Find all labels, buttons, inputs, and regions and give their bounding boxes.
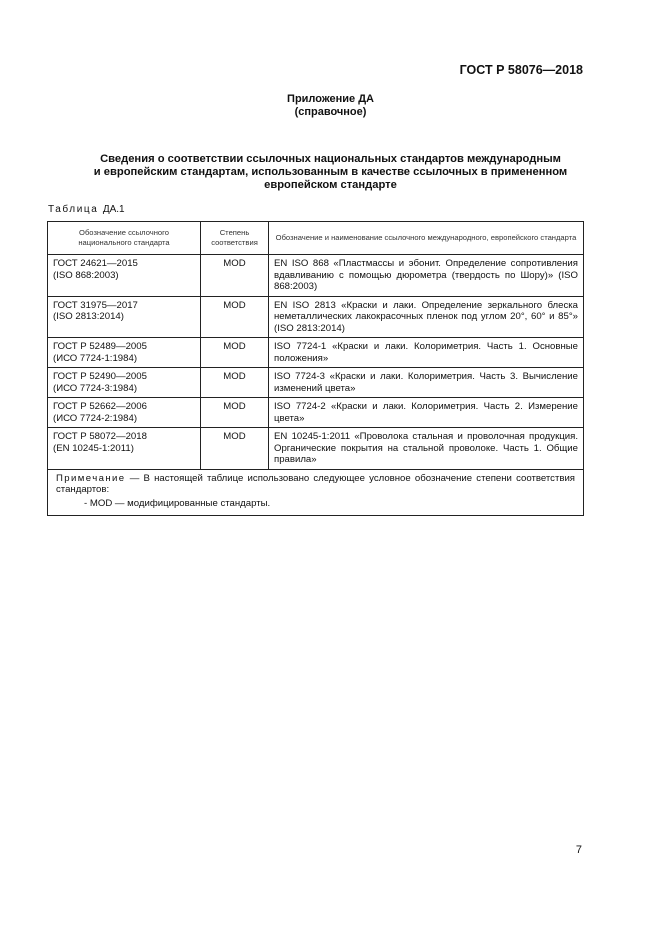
degree-cell: MOD [201, 296, 269, 338]
table-row [48, 428, 584, 470]
table-note [48, 469, 584, 516]
table-row [48, 338, 584, 368]
degree-cell: MOD [201, 338, 269, 368]
national-standard: ГОСТ Р 52662—2006 [53, 401, 147, 412]
heading-line: Сведения о соответствии ссылочных национальных стандартов международным [100, 153, 561, 165]
correspondence-table [47, 221, 584, 516]
national-standard: ГОСТ 31975—2017 [53, 299, 138, 311]
note-label: Примечание [56, 472, 126, 484]
table-row [48, 368, 584, 398]
degree-cell: MOD [201, 368, 269, 398]
international-standard-cell: EN ISO 2813 «Краски и лаки. Определение зеркального блеска неметаллических лакокрасочных пленок под углом 20°, 60° и 85°» (ISO 2813:2014) [269, 296, 584, 338]
international-standard-cell: EN 10245-1:2011 «Проволока стальная и проволочная продукция. Органические покрытия на стальной проволоке. Часть 1. Общие правила» [269, 428, 584, 470]
national-standard-ref: (EN 10245-1:2011) [53, 442, 134, 454]
table-caption-number: ДА.1 [102, 204, 125, 215]
national-standard-ref: (ИСО 7724-3:1984) [53, 382, 138, 394]
note-text: — В настоящей таблице использовано следующее условное обозначение степени соответствия стандартов: [56, 472, 575, 495]
national-standard-cell [48, 255, 201, 297]
table-note-row [48, 469, 584, 516]
international-standard-cell: ISO 7724-3 «Краски и лаки. Колориметрия. Часть 3. Вычисление изменений цвета» [269, 368, 584, 398]
national-standard-ref: (ИСО 7724-1:1984) [53, 352, 138, 364]
table-row [48, 255, 584, 297]
note-item: - MOD — модифицированные стандарты. [84, 497, 271, 509]
national-standard-cell [48, 338, 201, 368]
heading-line: и европейским стандартам, использованным в качестве ссылочных в примененном [93, 166, 568, 178]
international-standard-cell: ISO 7724-1 «Краски и лаки. Колориметрия. Часть 1. Основные положения» [269, 338, 584, 368]
national-standard-cell [48, 428, 201, 470]
table-row [48, 398, 584, 428]
heading-line: европейском стандарте [264, 179, 397, 191]
international-standard-cell: EN ISO 868 «Пластмассы и эбонит. Определение сопротивления вдавливанию с помощью дюрометра (твердость по Шору)» (ISO 868:2003) [269, 255, 584, 297]
column-header-degree: Степень соответствия [201, 222, 269, 255]
column-header-international: Обозначение и наименование ссылочного международного, европейского стандарта [269, 222, 584, 255]
annex-subtitle: (справочное) [294, 106, 367, 118]
degree-cell: MOD [201, 255, 269, 297]
table-header-row [48, 222, 584, 255]
table-row [48, 296, 584, 338]
national-standard-ref: (ISO 2813:2014) [53, 311, 124, 322]
annex-block [0, 93, 661, 119]
table-caption [48, 204, 125, 215]
national-standard: ГОСТ Р 52489—2005 [53, 341, 147, 352]
national-standard-cell [48, 368, 201, 398]
international-standard-cell: ISO 7724-2 «Краски и лаки. Колориметрия. Часть 2. Измерение цвета» [269, 398, 584, 428]
national-standard-cell [48, 296, 201, 338]
annex-heading [60, 153, 601, 192]
table-caption-word: Таблица [48, 204, 99, 215]
national-standard: ГОСТ Р 52490—2005 [53, 371, 147, 382]
document-code: ГОСТ Р 58076—2018 [459, 63, 583, 77]
national-standard-cell [48, 398, 201, 428]
annex-title: Приложение ДА [287, 93, 374, 105]
national-standard: ГОСТ Р 58072—2018 [53, 431, 147, 442]
degree-cell: MOD [201, 398, 269, 428]
column-header-national: Обозначение ссылочного национального стандарта [48, 222, 201, 255]
national-standard-ref: (ИСО 7724-2:1984) [53, 412, 138, 424]
national-standard-ref: (ISO 868:2003) [53, 269, 119, 281]
degree-cell: MOD [201, 428, 269, 470]
page-number: 7 [575, 844, 582, 856]
national-standard: ГОСТ 24621—2015 [53, 258, 138, 269]
